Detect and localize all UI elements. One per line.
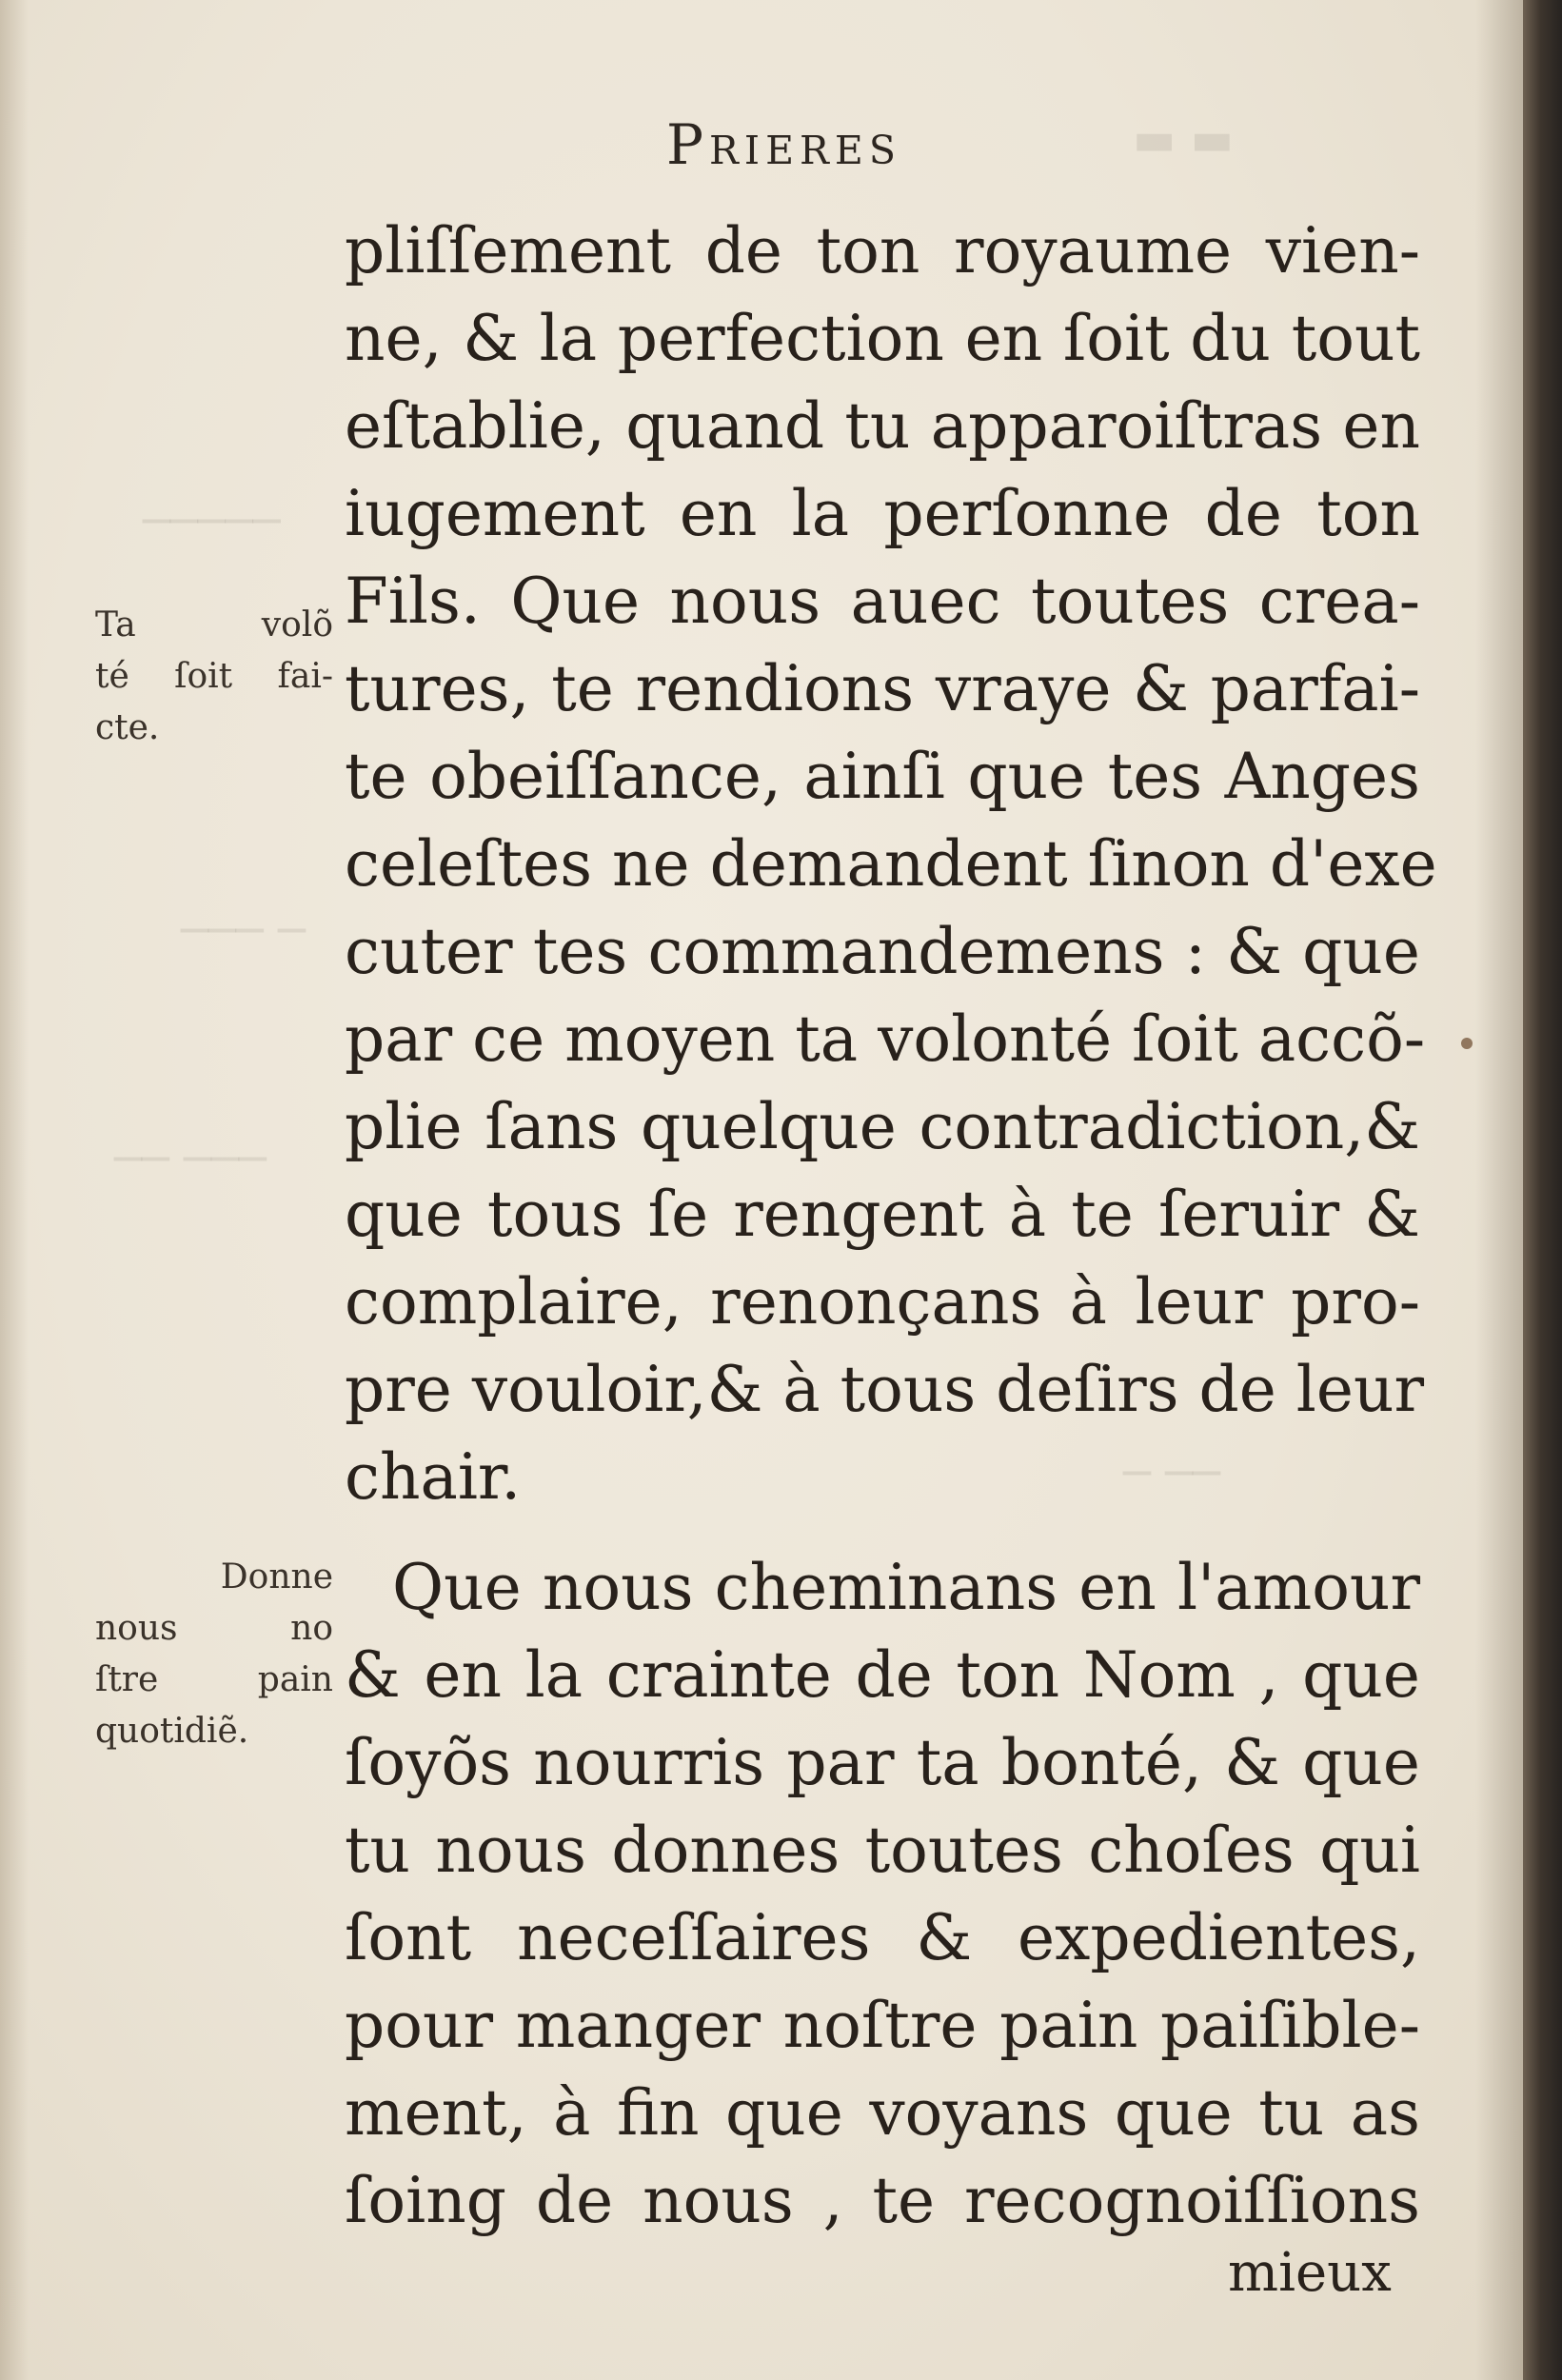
- show-through-mark: ─── ─: [181, 904, 306, 958]
- text-line: tures, te rendions vraye & parfai-: [345, 652, 1420, 725]
- text-line: & en la crainte de ton Nom , que: [345, 1638, 1420, 1712]
- text-line: pre vouloir,& à tous deſirs de leur: [345, 1353, 1425, 1426]
- catchword: mieux: [1228, 2242, 1392, 2304]
- text-line: ſont neceſſaires & expedientes,: [345, 1901, 1420, 1974]
- book-binding-edge: [1523, 0, 1562, 2380]
- text-line: ſoyõs nourris par ta bonté, & que: [345, 1726, 1420, 1799]
- text-line: tu nous donnes toutes choſes qui: [345, 1814, 1420, 1887]
- text-line: ment, à fin que voyans que tu as: [345, 2076, 1420, 2150]
- show-through-mark: ── ───: [114, 1133, 267, 1186]
- text-line: par ce moyen ta volonté ſoit accõ-: [345, 1002, 1426, 1076]
- text-line: iugement en la perſonne de ton: [345, 477, 1420, 550]
- text-line: pour manger noſtre pain paiſible-: [345, 1989, 1420, 2062]
- marginal-note-2: [95, 1552, 333, 1757]
- text-line: complaire, renonçans à leur pro-: [345, 1265, 1420, 1339]
- paper-stain: [1461, 1038, 1473, 1049]
- text-line: plie ſans quelque contradiction,&: [345, 1090, 1420, 1163]
- text-line: pliſſement de ton royaume vien-: [345, 214, 1420, 288]
- marginal-note-1: [95, 600, 333, 754]
- text-line: Fils. Que nous auec toutes crea-: [345, 565, 1420, 638]
- show-through-mark: ▬ ▬: [1133, 112, 1234, 166]
- marginal-note-line: Ta volõ: [95, 605, 333, 645]
- text-line: ne, & la perfection en ſoit du tout: [345, 302, 1420, 375]
- text-line: Que nous cheminans en l'amour: [392, 1551, 1420, 1624]
- text-line: te obeiſſance, ainſi que tes Anges: [345, 740, 1420, 813]
- page-edge-shadow-right: [1475, 0, 1523, 2380]
- marginal-note-line: té ſoit fai-: [95, 657, 333, 696]
- marginal-note-line: quotidiẽ.: [95, 1712, 249, 1751]
- page-edge-shadow-left: [0, 0, 29, 2380]
- marginal-note-line: ſtre pain: [95, 1660, 333, 1699]
- show-through-mark: ─────: [143, 495, 281, 548]
- text-line: eſtablie, quand tu apparoiſtras en: [345, 389, 1420, 463]
- marginal-note-line: cte.: [95, 708, 160, 747]
- text-line: cuter tes commandemens : & que: [345, 915, 1420, 988]
- text-line: ſoing de nous , te recognoiſſions: [345, 2164, 1420, 2237]
- text-line: celeſtes ne demandent ſinon d'exe: [345, 827, 1437, 901]
- running-head: Prieres: [666, 112, 901, 177]
- show-through-mark: ─ ──: [1123, 1447, 1220, 1500]
- text-line: que tous ſe rengent à te ſeruir &: [345, 1178, 1420, 1251]
- marginal-note-line: nous no: [95, 1609, 333, 1648]
- text-line: chair.: [345, 1440, 522, 1514]
- marginal-note-line: Donne: [220, 1557, 333, 1597]
